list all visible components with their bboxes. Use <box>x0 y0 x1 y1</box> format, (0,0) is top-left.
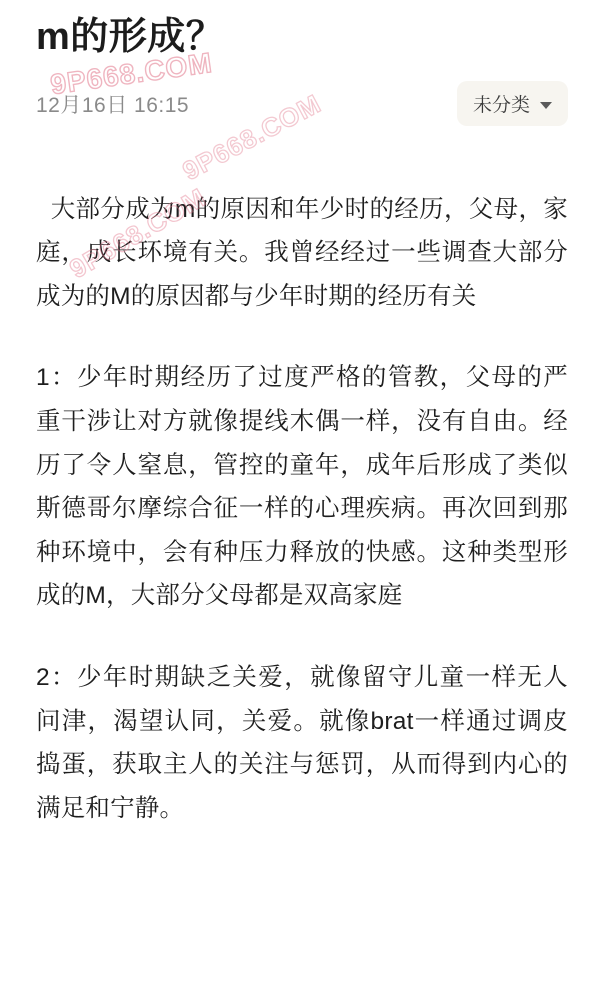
chevron-down-icon <box>540 102 552 109</box>
article-meta-row <box>36 84 568 124</box>
article-paragraph: 2：少年时期缺乏关爱，就像留守儿童一样无人问津，渴望认同，关爱。就像brat一样通过调皮捣蛋，获取主人的关注与惩罚，从而得到内心的满足和宁静。 <box>36 663 568 822</box>
category-label: 未分类 <box>472 95 530 116</box>
article-body <box>36 188 568 831</box>
article-paragraph: 1：少年时期经历了过度严格的管教，父母的严重干涉让对方就像提线木偶一样，没有自由。经历了令人窒息，管控的童年，成年后形成了类似斯德哥尔摩综合征一样的心理疾病。再次回到那种环境中，会有种压力释放的快感。这种类型形成的M，大部分父母都是双高家庭 <box>36 364 568 610</box>
watermark: 9P668.COM <box>177 88 326 187</box>
page-title: m的形成？ <box>36 16 225 58</box>
watermark: 9P668.COM <box>48 46 215 101</box>
watermark: 9P668.COM <box>64 182 212 285</box>
category-selector[interactable] <box>457 81 568 126</box>
article-paragraph: 大部分成为m的原因和年少时的经历，父母，家庭，成长环境有关。我曾经经过一些调查大部分成为的M的原因都与少年时期的经历有关 <box>36 195 568 310</box>
publish-date: 12月16日 16:15 <box>36 93 190 117</box>
